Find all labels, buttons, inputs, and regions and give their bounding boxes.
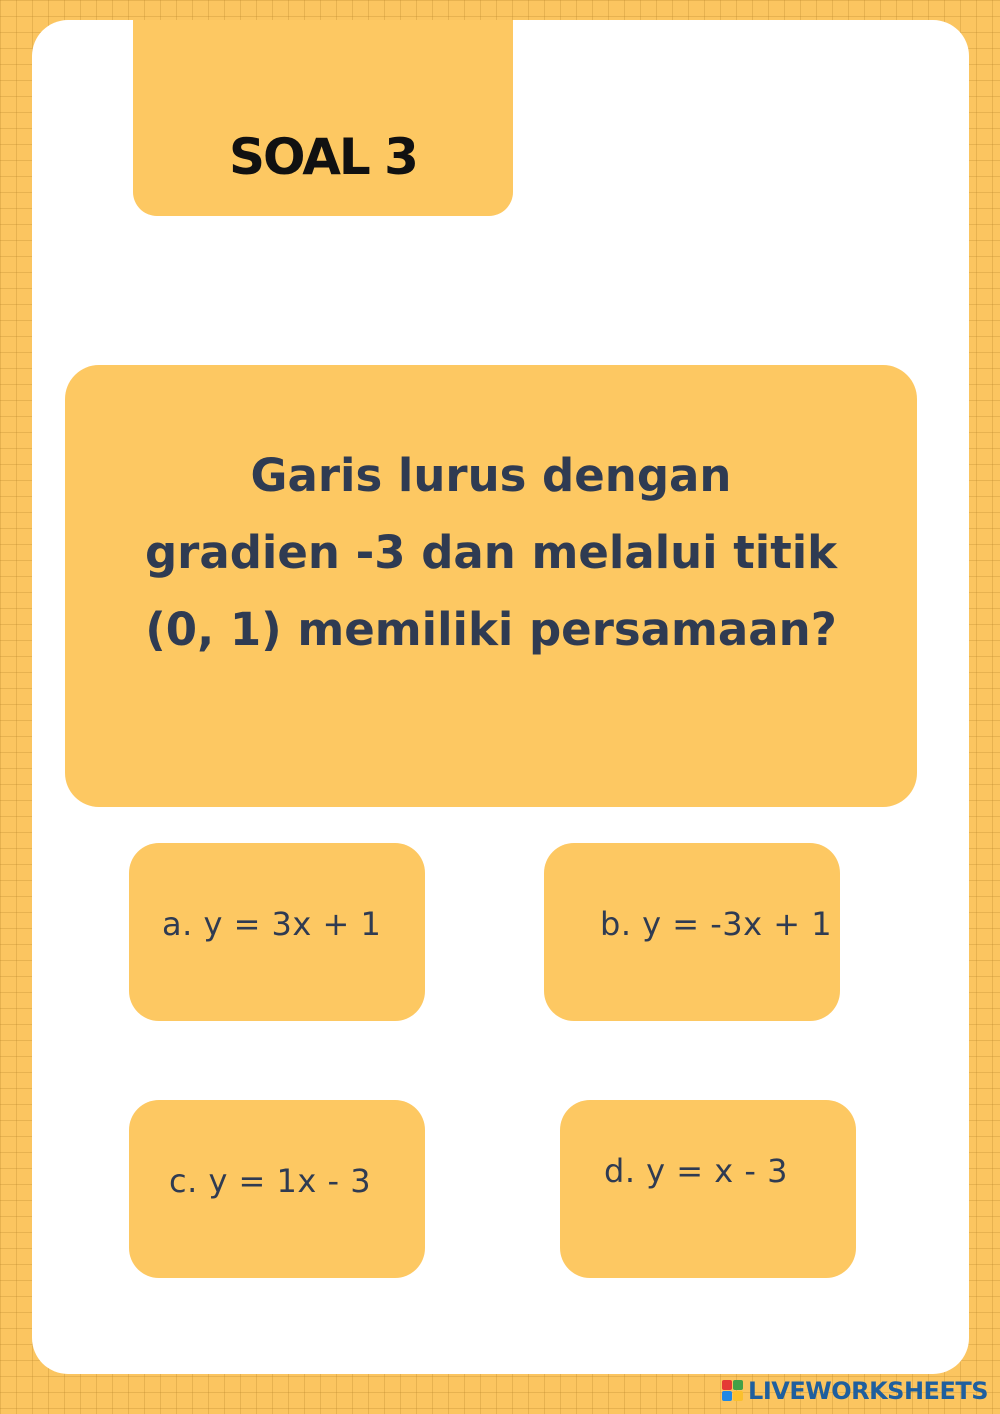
answer-option-a[interactable] xyxy=(129,843,425,1021)
liveworksheets-brand[interactable] xyxy=(722,1376,988,1406)
logo-square xyxy=(722,1380,732,1390)
answer-option-label: b. y = -3x + 1 xyxy=(600,905,833,943)
question-line: Garis lurus dengan xyxy=(250,449,732,502)
answer-option-d[interactable] xyxy=(560,1100,856,1278)
brand-name: LIVEWORKSHEETS xyxy=(748,1377,988,1405)
liveworksheets-logo-icon xyxy=(722,1380,744,1402)
answer-option-label: c. y = 1x - 3 xyxy=(169,1162,372,1200)
answer-option-b[interactable] xyxy=(544,843,840,1021)
answer-option-label: d. y = x - 3 xyxy=(604,1152,788,1190)
question-number-title: SOAL 3 xyxy=(229,128,417,186)
answer-option-label: a. y = 3x + 1 xyxy=(162,905,382,943)
question-text xyxy=(91,437,891,668)
logo-square xyxy=(722,1391,732,1401)
logo-square xyxy=(733,1380,743,1390)
question-box xyxy=(65,365,917,807)
question-line: gradien -3 dan melalui titik xyxy=(144,526,838,579)
logo-square xyxy=(733,1391,743,1401)
question-number-tab xyxy=(133,20,513,216)
answer-option-c[interactable] xyxy=(129,1100,425,1278)
question-line: (0, 1) memiliki persamaan? xyxy=(145,603,837,656)
